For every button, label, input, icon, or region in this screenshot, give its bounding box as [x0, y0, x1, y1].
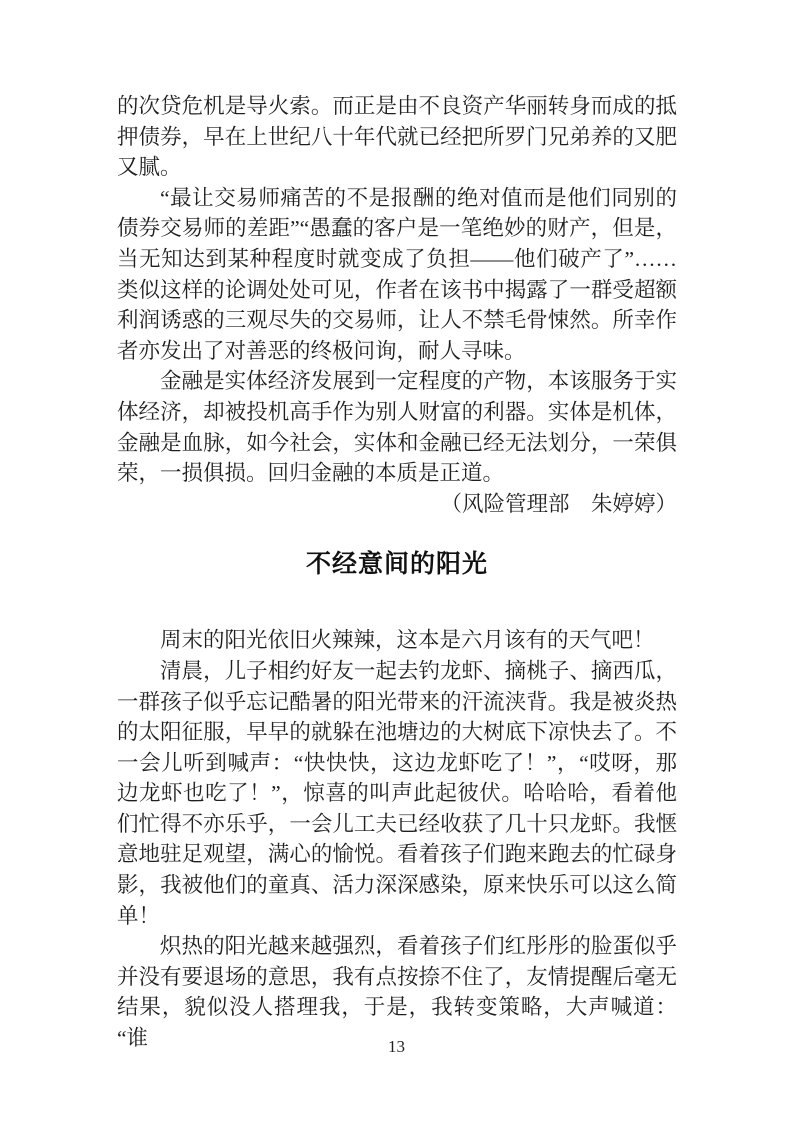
- paragraph: 清晨，儿子相约好友一起去钓龙虾、摘桃子、摘西瓜，一群孩子似乎忘记酷暑的阳光带来的汗流浃背。我是被炎热的太阳征服，早早的就躲在池塘边的大树底下凉快去了。不一会儿听到喊声：“快快快，这边龙虾吃了！”，“哎呀，那边龙虾也吃了！”，惊喜的叫声此起彼伏。哈哈哈，看着他们忙得不亦乐乎，一会儿工夫已经收获了几十只龙虾。我惬意地驻足观望，满心的愉悦。看着孩子们跑来跑去的忙碌身影，我被他们的童真、活力深深感染，原来快乐可以这么简单！: [117, 658, 677, 928]
- paragraph-continuation: 的次贷危机是导火索。而正是由不良资产华丽转身而成的抵押债券，早在上世纪八十年代就已经把所罗门兄弟养的又肥又腻。: [117, 94, 677, 180]
- paragraph: 金融是实体经济发展到一定程度的产物，本该服务于实体经济，却被投机高手作为别人财富的利器。实体是机体，金融是血脉，如今社会，实体和金融已经无法划分，一荣俱荣，一损俱损。回归金融的本质是正道。: [117, 369, 677, 486]
- article-title: 不经意间的阳光: [305, 551, 488, 579]
- author-attribution: （风险管理部 朱婷婷）: [440, 491, 677, 516]
- page-content: [117, 91, 677, 1054]
- paragraph: 炽热的阳光越来越强烈，看着孩子们红彤彤的脸蛋似乎并没有要退场的意思，我有点按捺不住了，友情提醒后毫无结果，貌似没人搭理我，于是，我转变策略，大声喊道：“谁: [117, 934, 677, 1051]
- paragraph: “最让交易师痛苦的不是报酬的绝对值而是他们同别的债券交易师的差距”“愚蠢的客户是一笔绝妙的财产，但是，当无知达到某种程度时就变成了负担——他们破产了”……类似这样的论调处处可见，作者在该书中揭露了一群受超额利润诱惑的三观尽失的交易师，让人不禁毛骨悚然。所幸作者亦发出了对善恶的终极问询，耐人寻味。: [117, 185, 677, 363]
- paragraph: 周末的阳光依旧火辣辣，这本是六月该有的天气吧！: [160, 628, 655, 653]
- page-number: 13: [388, 1037, 405, 1056]
